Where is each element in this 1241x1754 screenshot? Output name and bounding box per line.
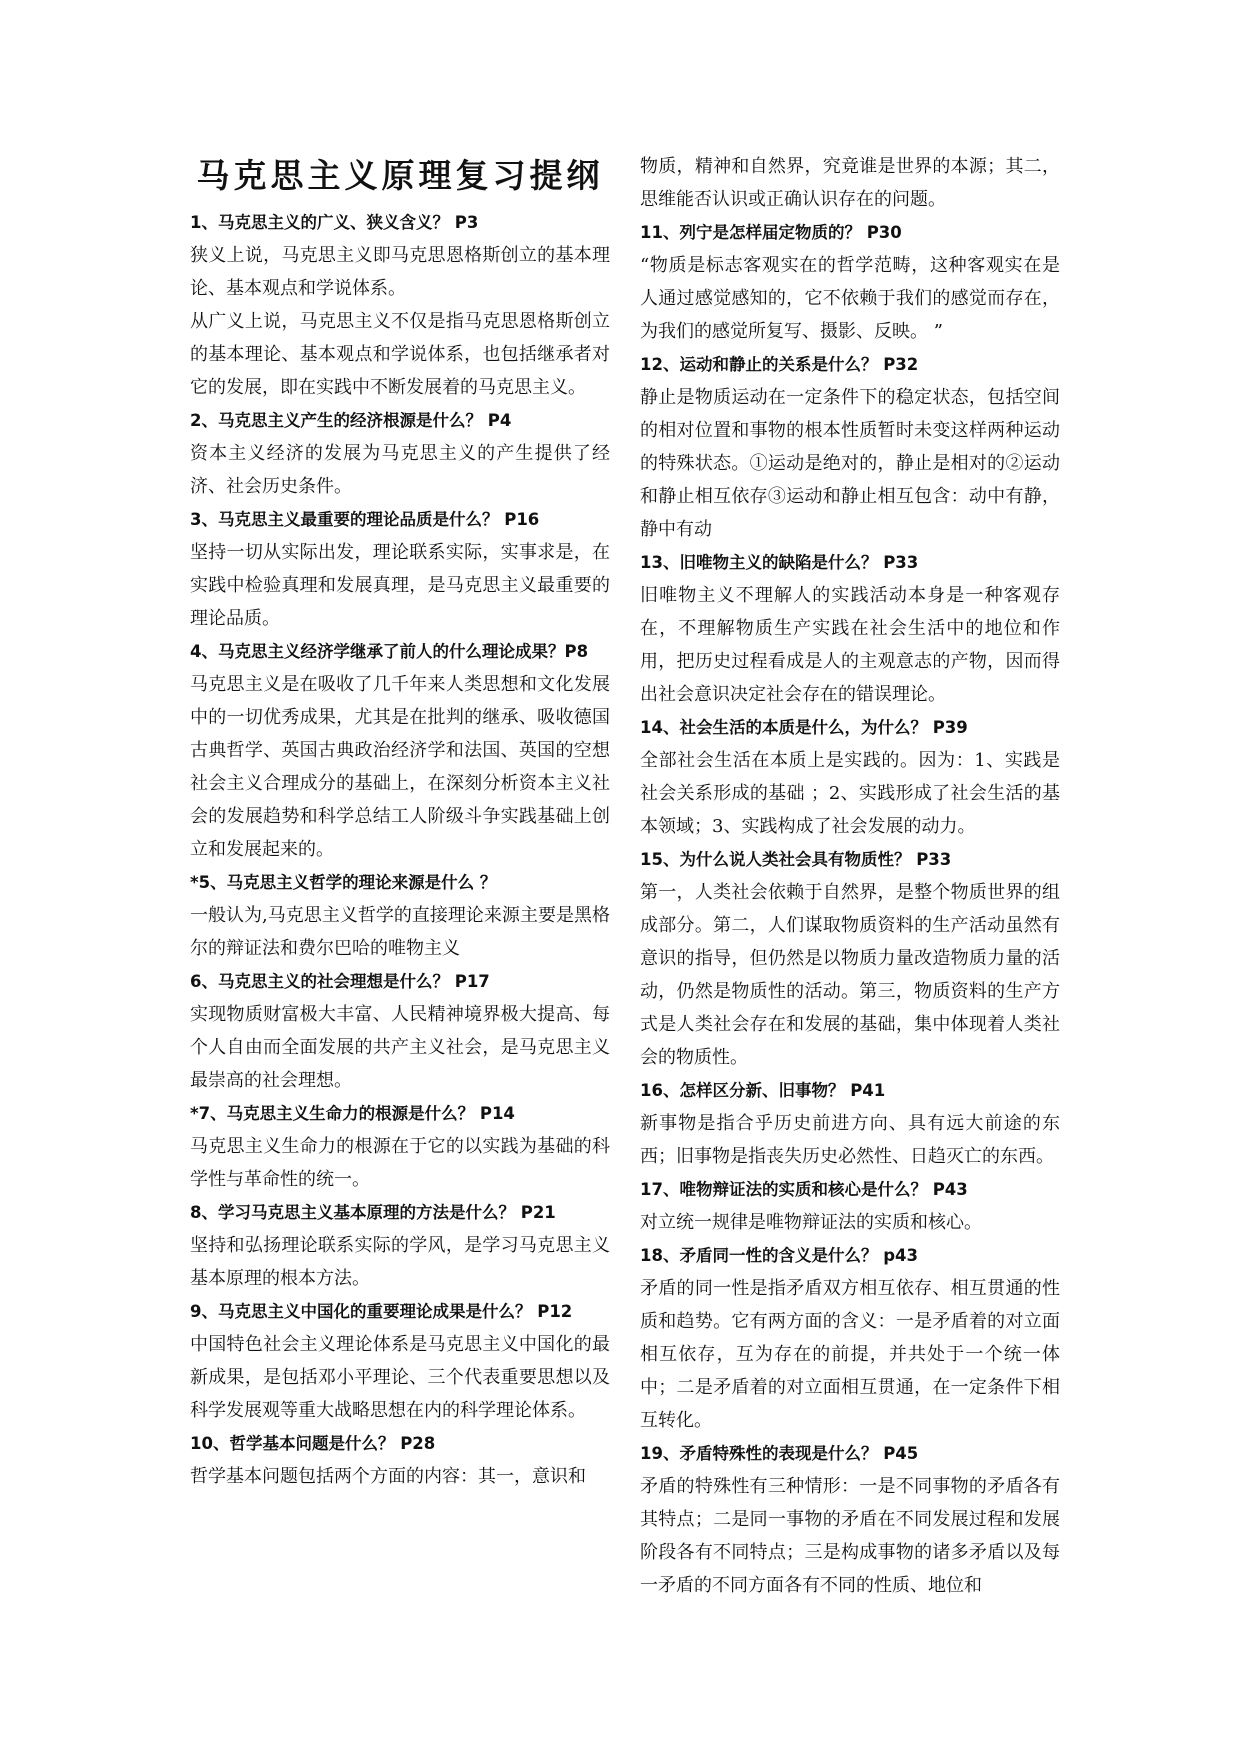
answer-text: 旧唯物主义不理解人的实践活动本身是一种客观存在，不理解物质生产实践在社会生活中的地位和作用，把历史过程看成是人的主观意志的产物，因而得出社会意识决定社会存在的错误理论。 — [640, 585, 1060, 705]
qa-item — [640, 1239, 1060, 1437]
question-heading: *5、马克思主义哲学的理论来源是什么 ？ — [190, 873, 497, 892]
answer-text: 全部社会生活在本质上是实践的。因为：1、实践是社会关系形成的基础 ；2、实践形成了社会生活的基本领域；3、实践构成了社会发展的动力。 — [640, 750, 1060, 837]
question-heading: 4、马克思主义经济学继承了前人的什么理论成果？P8 — [190, 642, 589, 661]
question-heading: 18、矛盾同一性的含义是什么？ p43 — [640, 1246, 918, 1265]
answer-text: 实现物质财富极大丰富、人民精神境界极大提高、每个人自由而全面发展的共产主义社会，是马克思主义最崇高的社会理想。 — [190, 1004, 610, 1091]
question-heading: 8、学习马克思主义基本原理的方法是什么？ P21 — [190, 1203, 556, 1222]
question-heading: 3、马克思主义最重要的理论品质是什么？ P16 — [190, 510, 540, 529]
qa-item — [640, 1173, 1060, 1239]
qa-item — [190, 635, 610, 866]
qa-item — [190, 866, 610, 965]
right-items — [640, 150, 1060, 1602]
answer-text: 中国特色社会主义理论体系是马克思主义中国化的最新成果，是包括邓小平理论、三个代表重要思想以及科学发展观等重大战略思想在内的科学理论体系。 — [190, 1334, 610, 1421]
left-column — [190, 150, 610, 1493]
qa-item — [640, 1074, 1060, 1173]
answer-text: 矛盾的特殊性有三种情形：一是不同事物的矛盾各有其特点；二是同一事物的矛盾在不同发展过程和发展阶段各有不同特点；三是构成事物的诸多矛盾以及每一矛盾的不同方面各有不同的性质、地位和 — [640, 1476, 1060, 1596]
right-column — [640, 150, 1060, 1602]
answer-text: “物质是标志客观实在的哲学范畴，这种客观实在是人通过感觉感知的，它不依赖于我们的感觉而存在，为我们的感觉所复写、摄影、反映。 ” — [640, 255, 1060, 342]
qa-item — [640, 1437, 1060, 1602]
question-heading: 15、为什么说人类社会具有物质性？ P33 — [640, 850, 952, 869]
qa-item — [640, 216, 1060, 348]
qa-item — [190, 1295, 610, 1427]
qa-item — [640, 711, 1060, 843]
answer-text: 马克思主义是在吸收了几千年来人类思想和文化发展中的一切优秀成果，尤其是在批判的继承、吸收德国古典哲学、英国古典政治经济学和法国、英国的空想社会主义合理成分的基础上，在深刻分析资本主义社会的发展趋势和科学总结工人阶级斗争实践基础上创立和发展起来的。 — [190, 674, 610, 860]
qa-item — [190, 1427, 610, 1493]
answer-text: 第一，人类社会依赖于自然界，是整个物质世界的组成部分。第二，人们谋取物质资料的生产活动虽然有意识的指导，但仍然是以物质力量改造物质力量的活动，仍然是物质性的活动。第三，物质资料的生产方式是人类社会存在和发展的基础，集中体现着人类社会的物质性。 — [640, 882, 1060, 1068]
question-heading: 11、列宁是怎样届定物质的？ P30 — [640, 223, 902, 242]
question-heading: 17、唯物辩证法的实质和核心是什么？ P43 — [640, 1180, 968, 1199]
answer-text: 一般认为,马克思主义哲学的直接理论来源主要是黑格尔的辩证法和费尔巴哈的唯物主义 — [190, 905, 610, 959]
qa-item — [190, 1196, 610, 1295]
question-heading: 16、怎样区分新、旧事物？ P41 — [640, 1081, 886, 1100]
qa-item — [190, 965, 610, 1097]
answer-text: 物质，精神和自然界，究竟谁是世界的本源；其二，思维能否认识或正确认识存在的问题。 — [640, 156, 1060, 210]
page-title: 马克思主义原理复习提纲 — [196, 156, 604, 195]
left-items — [190, 206, 610, 1493]
question-heading: 14、社会生活的本质是什么，为什么？ P39 — [640, 718, 968, 737]
answer-text: 马克思主义生命力的根源在于它的以实践为基础的科学性与革命性的统一。 — [190, 1136, 610, 1190]
question-heading: 10、哲学基本问题是什么？ P28 — [190, 1434, 436, 1453]
answer-text: 新事物是指合乎历史前进方向、具有远大前途的东西；旧事物是指丧失历史必然性、日趋灭亡的东西。 — [640, 1113, 1060, 1167]
answer-text: 哲学基本问题包括两个方面的内容：其一，意识和 — [190, 1466, 586, 1487]
qa-item — [640, 348, 1060, 546]
question-heading: 9、马克思主义中国化的重要理论成果是什么？ P12 — [190, 1302, 573, 1321]
qa-item — [190, 1097, 610, 1196]
answer-text: 资本主义经济的发展为马克思主义的产生提供了经济、社会历史条件。 — [190, 443, 610, 497]
answer-text: 从广义上说，马克思主义不仅是指马克思恩格斯创立的基本理论、基本观点和学说体系，也包括继承者对它的发展，即在实践中不断发展着的马克思主义。 — [190, 311, 610, 398]
answer-text: 坚持一切从实际出发，理论联系实际，实事求是，在实践中检验真理和发展真理，是马克思主义最重要的理论品质。 — [190, 542, 610, 629]
qa-item — [640, 843, 1060, 1074]
qa-item — [640, 150, 1060, 216]
question-heading: 2、马克思主义产生的经济根源是什么？ P4 — [190, 411, 512, 430]
qa-item — [190, 206, 610, 404]
answer-text: 静止是物质运动在一定条件下的稳定状态，包括空间的相对位置和事物的根本性质暂时未变这样两种运动的特殊状态。①运动是绝对的，静止是相对的②运动和静止相互依存③运动和静止相互包含：动中有静，静中有动 — [640, 387, 1060, 540]
answer-text: 对立统一规律是唯物辩证法的实质和核心。 — [640, 1212, 982, 1233]
answer-text: 坚持和弘扬理论联系实际的学风，是学习马克思主义基本原理的根本方法。 — [190, 1235, 610, 1289]
question-heading: 1、马克思主义的广义、狭义含义？ P3 — [190, 213, 479, 232]
qa-item — [190, 503, 610, 635]
answer-text: 矛盾的同一性是指矛盾双方相互依存、相互贯通的性质和趋势。它有两方面的含义：一是矛盾着的对立面相互依存，互为存在的前提，并共处于一个统一体中；二是矛盾着的对立面相互贯通，在一定条件下相互转化。 — [640, 1278, 1060, 1431]
qa-item — [640, 546, 1060, 711]
question-heading: *7、马克思主义生命力的根源是什么？ P14 — [190, 1104, 515, 1123]
qa-item — [190, 404, 610, 503]
question-heading: 6、马克思主义的社会理想是什么？ P17 — [190, 972, 490, 991]
question-heading: 13、旧唯物主义的缺陷是什么？ P33 — [640, 553, 919, 572]
answer-text: 狭义上说，马克思主义即马克思恩格斯创立的基本理论、基本观点和学说体系。 — [190, 245, 610, 299]
question-heading: 12、运动和静止的关系是什么？ P32 — [640, 355, 919, 374]
question-heading: 19、矛盾特殊性的表现是什么？ P45 — [640, 1444, 919, 1463]
